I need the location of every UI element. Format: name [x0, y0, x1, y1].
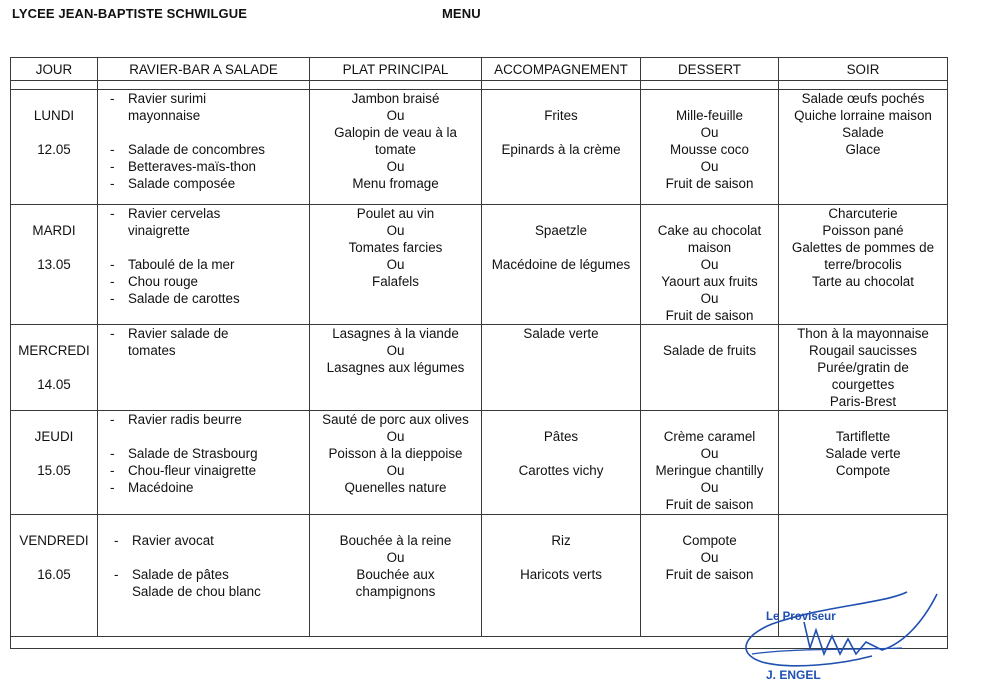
soir-cell [779, 90, 948, 205]
soir-line: Tarte au chocolat [812, 274, 914, 289]
soir-line: terre/brocolis [824, 257, 902, 272]
signature-role: Le Proviseur [766, 611, 836, 623]
ravier-cell [98, 411, 310, 515]
plat-line: Poulet au vin [356, 206, 435, 221]
day-date: 16.05 [37, 567, 71, 582]
menu-table [10, 57, 948, 649]
acc-line: Riz [551, 533, 571, 548]
dessert-line: Fruit de saison [665, 308, 754, 323]
col-header-soir: SOIR [779, 58, 948, 81]
day-row-mardi [11, 205, 948, 325]
ravier-item: - Chou-fleur vinaigrette [104, 462, 309, 479]
acc-line: Frites [544, 108, 578, 123]
day-cell [11, 515, 98, 637]
soir-cell [779, 205, 948, 325]
plat-line: Tomates farcies [348, 240, 443, 255]
ravier-cell [98, 325, 310, 411]
ravier-item: - Salade composée [104, 175, 309, 192]
dessert-line: Ou [700, 291, 719, 306]
spacer-row [11, 81, 948, 90]
soir-line: Salade [842, 125, 884, 140]
soir-line: Compote [835, 463, 891, 478]
day-row-jeudi [11, 411, 948, 515]
day-name: MERCREDI [18, 343, 90, 358]
plat-cell [310, 411, 482, 515]
day-cell [11, 205, 98, 325]
acc-line: Salade verte [523, 326, 599, 341]
plat-line: Ou [386, 257, 405, 272]
ravier-item: - Chou rouge [104, 273, 309, 290]
soir-line: Salade verte [825, 446, 901, 461]
signature-block [732, 584, 972, 689]
soir-line: Tartiflette [835, 429, 891, 444]
col-header-plat: PLAT PRINCIPAL [310, 58, 482, 81]
school-name: LYCEE JEAN-BAPTISTE SCHWILGUE [12, 6, 248, 21]
dessert-line: Ou [700, 550, 719, 565]
plat-line: Ou [386, 550, 405, 565]
day-row-mercredi [11, 325, 948, 411]
col-header-ravier: RAVIER-BAR A SALADE [98, 58, 310, 81]
soir-line: Poisson pané [822, 223, 904, 238]
ravier-item-cont: mayonnaise [128, 108, 201, 123]
dessert-line: Ou [700, 257, 719, 272]
dessert-line: Meringue chantilly [655, 463, 764, 478]
soir-line: Glace [845, 142, 881, 157]
ravier-cell [98, 205, 310, 325]
dessert-line: Ou [700, 446, 719, 461]
acc-cell [482, 325, 641, 411]
dessert-line: Ou [700, 480, 719, 495]
acc-line: Pâtes [543, 429, 579, 444]
plat-line: Menu fromage [352, 176, 439, 191]
ravier-cell [98, 515, 310, 637]
soir-cell [779, 411, 948, 515]
soir-line: Purée/gratin de [817, 360, 909, 375]
col-header-jour: JOUR [11, 58, 98, 81]
acc-cell [482, 411, 641, 515]
ravier-item: - Salade de pâtes [108, 566, 309, 583]
ravier-item: - Salade de carottes [104, 290, 309, 307]
soir-cell [779, 325, 948, 411]
dessert-line: maison [687, 240, 732, 255]
header-row [11, 58, 948, 81]
plat-line: Ou [386, 223, 405, 238]
acc-cell [482, 515, 641, 637]
acc-cell [482, 205, 641, 325]
plat-line: Bouchée à la reine [339, 533, 452, 548]
plat-line: Ou [386, 343, 405, 358]
dessert-line: Ou [700, 159, 719, 174]
ravier-item: - Macédoine [104, 479, 309, 496]
day-name: JEUDI [34, 429, 74, 444]
plat-line: Ou [386, 159, 405, 174]
dessert-line: Crème caramel [663, 429, 756, 444]
ravier-item: - Salade de concombres [104, 141, 309, 158]
day-date: 13.05 [37, 257, 71, 272]
ravier-cell [98, 90, 310, 205]
dessert-line: Salade de fruits [662, 343, 757, 358]
plat-line: Ou [386, 429, 405, 444]
day-date: 15.05 [37, 463, 71, 478]
acc-line: Haricots verts [520, 567, 602, 582]
ravier-item-cont: tomates [128, 343, 176, 358]
col-header-dessert: DESSERT [641, 58, 779, 81]
dessert-cell [641, 325, 779, 411]
soir-line: Rougail saucisses [809, 343, 917, 358]
plat-line: Sauté de porc aux olives [322, 412, 469, 427]
ravier-item-cont: vinaigrette [128, 223, 190, 238]
dessert-cell [641, 411, 779, 515]
plat-line: tomate [375, 142, 416, 157]
acc-cell [482, 90, 641, 205]
day-name: MARDI [32, 223, 76, 238]
day-date: 14.05 [37, 377, 71, 392]
dessert-line: Fruit de saison [665, 176, 754, 191]
day-name: VENDREDI [19, 533, 89, 548]
soir-line: Galettes de pommes de [791, 240, 935, 255]
acc-line: Carottes vichy [518, 463, 604, 478]
ravier-item: - Ravier radis beurre [104, 411, 309, 428]
plat-cell [310, 325, 482, 411]
day-cell [11, 90, 98, 205]
plat-line: Ou [386, 108, 405, 123]
document-title: MENU [442, 6, 481, 21]
plat-cell [310, 515, 482, 637]
ravier-item: - Betteraves-maïs-thon [104, 158, 309, 175]
day-row-lundi [11, 90, 948, 205]
dessert-cell [641, 90, 779, 205]
day-date: 12.05 [37, 142, 71, 157]
plat-line: Jambon braisé [351, 91, 440, 106]
soir-line: courgettes [831, 377, 895, 392]
soir-line: Quiche lorraine maison [794, 108, 932, 123]
col-header-accompagnement: ACCOMPAGNEMENT [482, 58, 641, 81]
plat-line: Lasagnes à la viande [332, 326, 459, 341]
dessert-line: Cake au chocolat [657, 223, 762, 238]
dessert-line: Mousse coco [670, 142, 749, 157]
dessert-line: Ou [700, 125, 719, 140]
soir-line: Charcuterie [828, 206, 898, 221]
plat-line: Quenelles nature [344, 480, 447, 495]
day-name: LUNDI [33, 108, 75, 123]
ravier-item: - Salade de Strasbourg [104, 445, 309, 462]
ravier-item: - Ravier surimi [104, 90, 309, 107]
plat-line: Falafels [372, 274, 419, 289]
dessert-line: Mille-feuille [676, 108, 743, 123]
plat-cell [310, 205, 482, 325]
plat-line: champignons [355, 584, 436, 599]
plat-cell [310, 90, 482, 205]
ravier-item: - Ravier avocat [108, 532, 309, 549]
soir-line: Salade œufs pochés [801, 91, 925, 106]
plat-line: Ou [386, 463, 405, 478]
ravier-item: - Taboulé de la mer [104, 256, 309, 273]
plat-line: Galopin de veau à la [334, 125, 457, 140]
day-cell [11, 325, 98, 411]
acc-line: Spaetzle [534, 223, 588, 238]
soir-line: Paris-Brest [829, 394, 897, 409]
day-cell [11, 411, 98, 515]
plat-line: Poisson à la dieppoise [328, 446, 463, 461]
plat-line: Lasagnes aux légumes [326, 360, 465, 375]
acc-line: Macédoine de légumes [491, 257, 631, 272]
signature-name: J. ENGEL [766, 668, 821, 682]
soir-line: Thon à la mayonnaise [797, 326, 929, 341]
dessert-line: Yaourt aux fruits [661, 274, 758, 289]
dessert-cell [641, 205, 779, 325]
ravier-item: - Ravier salade de [104, 325, 309, 342]
dessert-line: Fruit de saison [665, 497, 754, 512]
ravier-item-cont: Salade de chou blanc [132, 584, 261, 599]
dessert-line: Compote [682, 533, 737, 548]
acc-line: Epinards à la crème [501, 142, 621, 157]
plat-line: Bouchée aux [356, 567, 435, 582]
ravier-item: - Ravier cervelas [104, 205, 309, 222]
dessert-line: Fruit de saison [665, 567, 754, 582]
